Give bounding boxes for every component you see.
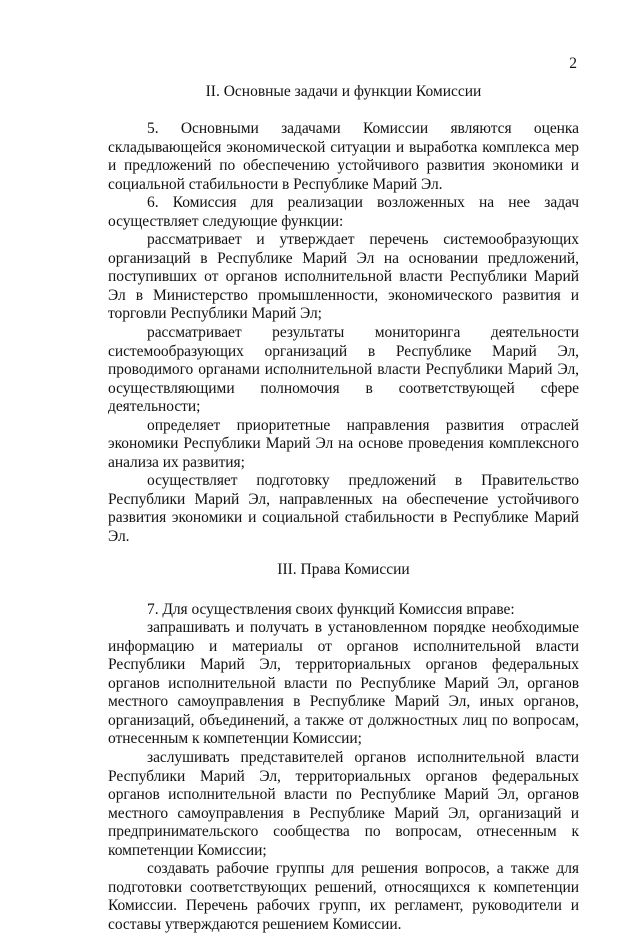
paragraph-function-priority-directions: определяет приоритетные направления развития отраслей экономики Республики Марий Эл на основе проведения комплексного анализа их развития; bbox=[108, 416, 579, 471]
section-heading-commission-rights: III. Права Комиссии bbox=[277, 560, 410, 578]
page-number: 2 bbox=[569, 55, 577, 72]
paragraph-function-monitoring-results: рассматривает результаты мониторинга деятельности системообразующих организаций в Республике Марий Эл, проводимого органами исполнительной власти Республики Марий Эл, осуществляющими полномочия в соответствующей сфере деятельности; bbox=[108, 324, 579, 416]
paragraph-commission-functions-intro: 6. Комиссия для реализации возложенных на нее задач осуществляет следующие функции: bbox=[108, 194, 579, 230]
paragraph-right-hear-representatives: заслушивать представителей органов исполнительной власти Республики Марий Эл, территориальных органов федеральных органов исполнительной власти по Республике Марий Эл, органов местного самоуправления в Республике Марий Эл, организаций и предпринимательского сообщества по вопросам, отнесенным к компетенции Комиссии; bbox=[108, 748, 579, 859]
paragraph-rights-intro: 7. Для осуществления своих функций Комиссия вправе: bbox=[147, 600, 515, 618]
paragraph-function-government-proposals: осуществляет подготовку предложений в Правительство Республики Марий Эл, направленных на обеспечение устойчивого развития экономики и социальной стабильности в Республике Марий Эл. bbox=[108, 472, 579, 546]
paragraph-right-request-information: запрашивать и получать в установленном порядке необходимые информацию и материалы от органов исполнительной власти Республики Марий Эл, территориальных органов федеральных органов исполнительной власти по Республике Марий Эл, органов местного самоуправления в Республике Марий Эл, иных органов, организаций, объединений, а также от должностных лиц по вопросам, отнесенным к компетенции Комиссии; bbox=[108, 619, 579, 748]
paragraph-right-create-working-groups: создавать рабочие группы для решения вопросов, а также для подготовки соответствующих решений, относящихся к компетенции Комиссии. Перечень рабочих групп, их регламент, руководители и составы утверждаются решением Комиссии. bbox=[108, 860, 579, 933]
paragraph-function-approves-list: рассматривает и утверждает перечень системообразующих организаций в Республике Марий Эл на основании предложений, поступивших от органов исполнительной власти Республики Марий Эл в Министерство промышленности, экономического развития и торговли Республики Марий Эл; bbox=[108, 231, 579, 323]
document-content bbox=[108, 82, 579, 934]
paragraph-tasks-main: 5. Основными задачами Комиссии являются оценка складывающейся экономической ситуации и выработка комплекса мер и предложений по обеспечению устойчивого развития экономики и социальной стабильности в Республике Марий Эл. bbox=[108, 120, 579, 193]
section-heading-main-tasks: II. Основные задачи и функции Комиссии bbox=[205, 83, 482, 100]
